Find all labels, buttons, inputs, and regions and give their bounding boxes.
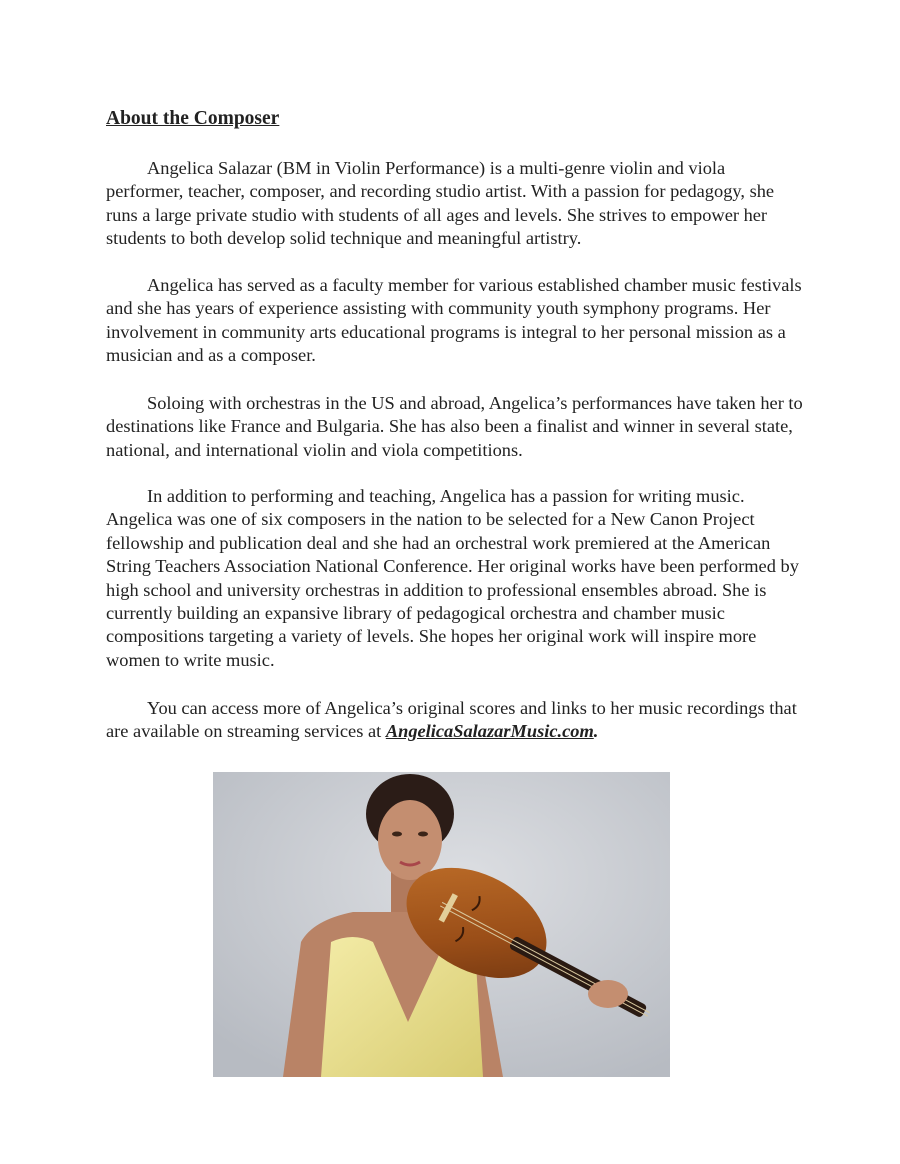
- eye-right-shape: [418, 832, 428, 837]
- paragraph-composing: In addition to performing and teaching, Angelica has a passion for writing music. Angelica was one of six composers in the nation to be selected for a New Canon Project fellowship and publication deal and she had an orchestral work premiered at the American String Teachers Association National Conference. Her original works have been performed by high school and university orchestras in addition to professional ensembles abroad. She is currently building an expansive library of pedagogical orchestra and chamber music compositions targeting a variety of levels. She hopes her original work will inspire more women to write music.: [106, 486, 799, 670]
- hand-shape: [588, 980, 628, 1008]
- eye-left-shape: [392, 832, 402, 837]
- composer-photo: [213, 772, 670, 1077]
- website-trailing-period: .: [593, 721, 599, 742]
- paragraph-website: [106, 697, 806, 744]
- page-heading: About the Composer: [106, 108, 280, 129]
- paragraph-intro: Angelica Salazar (BM in Violin Performance) is a multi-genre violin and viola performer, teacher, composer, and recording studio artist. With a passion for pedagogy, she runs a large private studio with students of all ages and levels. She strives to empower her students to both develop solid technique and meaningful artistry.: [106, 158, 775, 249]
- violinist-portrait-illustration: [213, 772, 670, 1077]
- face-shape: [378, 800, 442, 880]
- paragraph-soloing: Soloing with orchestras in the US and abroad, Angelica’s performances have taken her to destinations like France and Bulgaria. She has also been a finalist and winner in several state, national, and international violin and viola competitions.: [106, 393, 803, 460]
- website-link[interactable]: AngelicaSalazarMusic.com: [385, 721, 594, 742]
- website-lead-text: You can access more of Angelica’s original scores and links to her music recordings that are available on streaming services at: [106, 698, 797, 742]
- paragraph-faculty: Angelica has served as a faculty member for various established chamber music festivals and she has years of experience assisting with community youth symphony programs. Her involvement in community arts educational programs is integral to her personal mission as a musician and as a composer.: [106, 275, 802, 366]
